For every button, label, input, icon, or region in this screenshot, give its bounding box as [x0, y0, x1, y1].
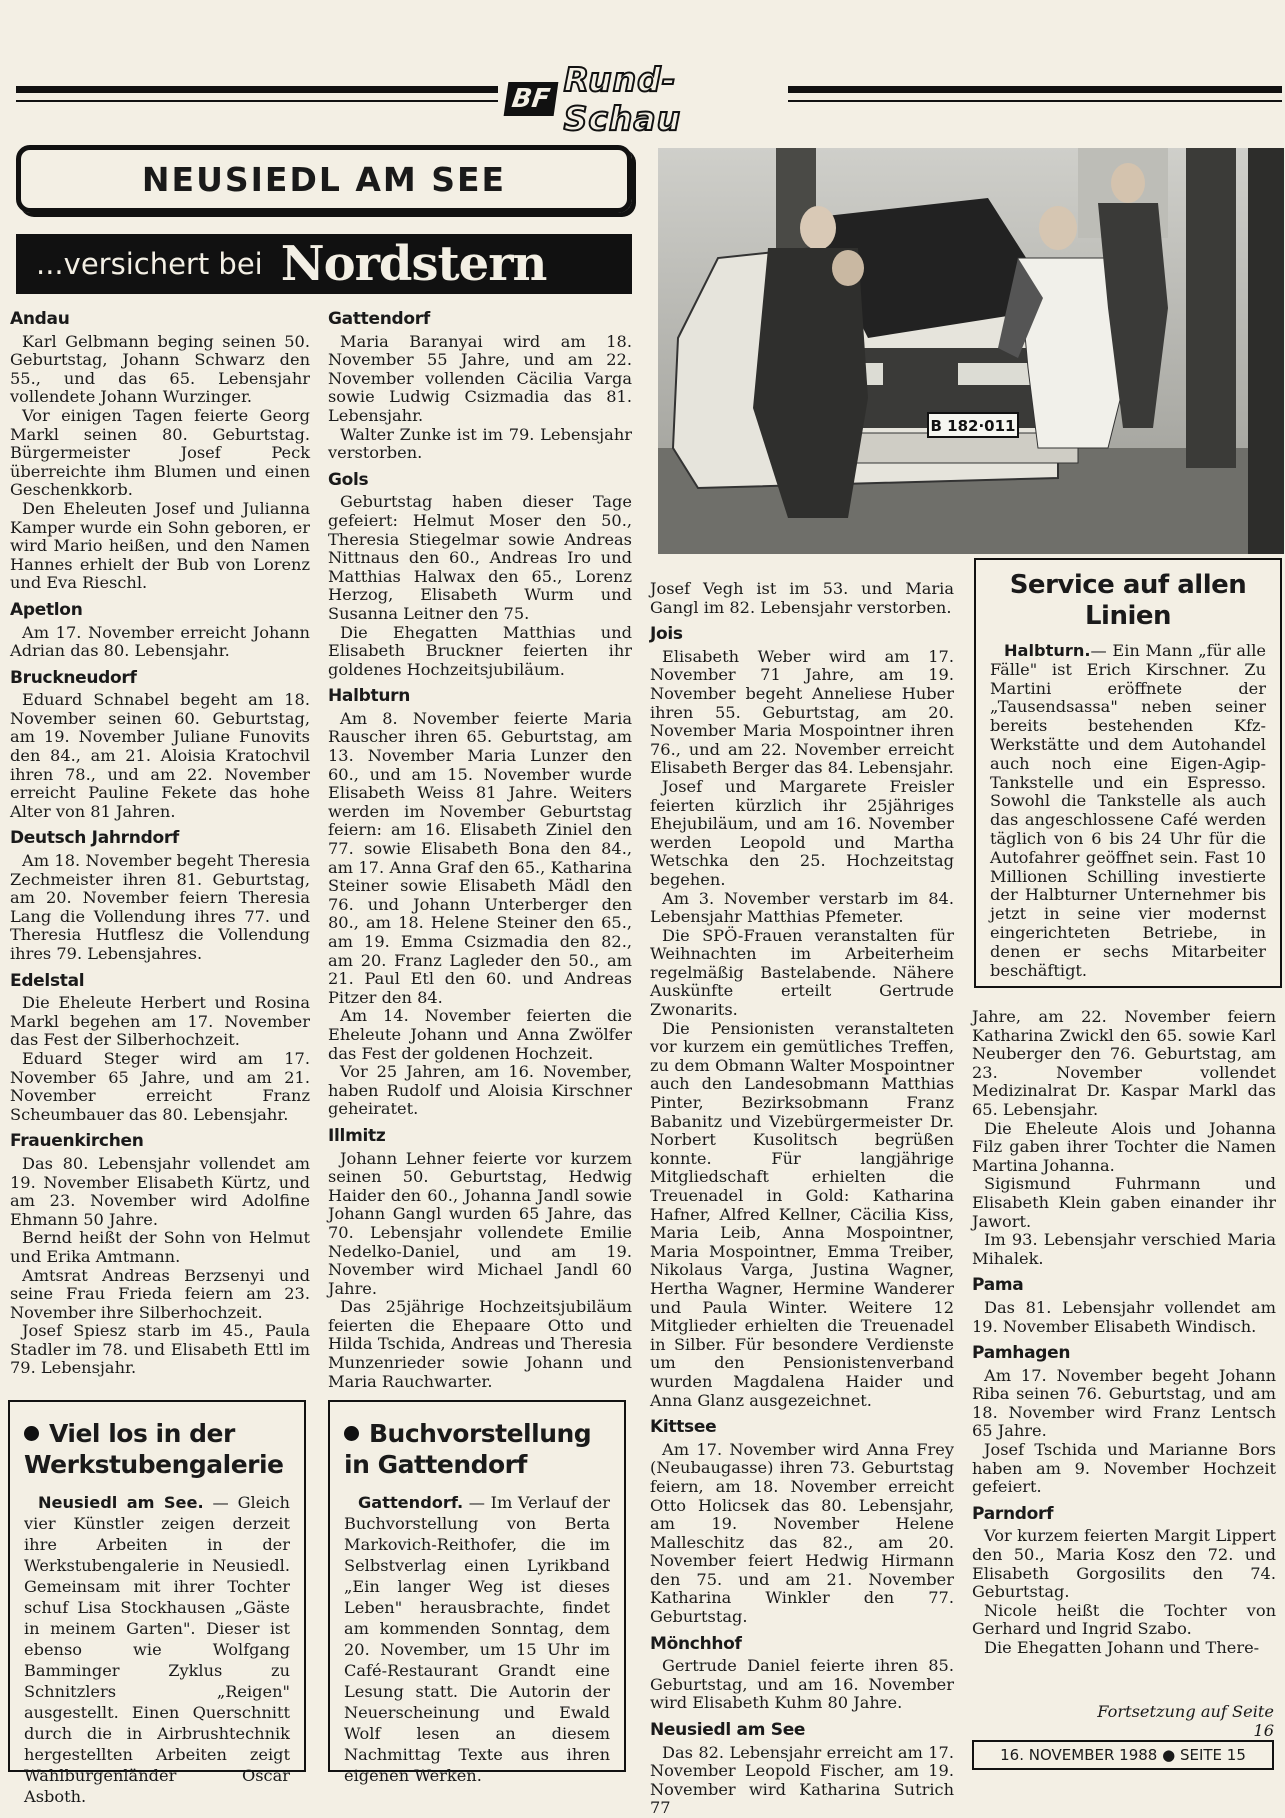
- column-1: [10, 310, 310, 1378]
- town-heading: Mönchhof: [650, 1633, 742, 1654]
- article-paragraph: Im 93. Lebensjahr verschied Maria Mihalek.: [972, 1230, 1276, 1268]
- gallery-heading: [24, 1418, 290, 1480]
- article-paragraph: Die SPÖ-Frauen veranstalten für Weihnachten im Arbeiterheim regelmäßig Bastelabende. Nähere Auskünfte erteilt Gertrude Zwonarits.: [650, 925, 954, 1020]
- article-paragraph: Jahre, am 22. November feiern Katharina Zwickl den 65. sowie Karl Neuberger den 76. Geburtstag, am 23. November vollendet Medizinalrat Dr. Kaspar Markl das 65. Lebensjahr.: [972, 1007, 1276, 1119]
- article-paragraph: Am 3. November verstarb im 84. Lebensjahr Matthias Pfemeter.: [650, 888, 954, 927]
- article-paragraph: Vor kurzem feierten Margit Lippert den 50., Maria Kosz den 72. und Elisabeth Gorgosilits den 74. Geburtstag.: [972, 1526, 1276, 1602]
- town-heading: Gattendorf: [328, 309, 430, 329]
- sponsor-prefix: ...versichert bei: [36, 247, 263, 281]
- logo-title: Rund-Schau: [563, 60, 682, 138]
- sponsor-brand: Nordstern: [280, 236, 547, 292]
- town-heading: Halbturn: [328, 686, 411, 707]
- town-heading: Jois: [650, 624, 683, 645]
- town-heading: Frauenkirchen: [10, 1131, 144, 1152]
- town-heading: Gols: [328, 469, 369, 490]
- article-paragraph: Walter Zunke ist im 79. Lebensjahr verstorben.: [328, 424, 632, 463]
- article-paragraph: Johann Lehner feierte vor kurzem seinen 50. Geburtstag, Hedwig Haider den 60., Johanna Jandl sowie Johann Gangl wurden 65 Jahre, das 70. Lebensjahr vollendete Emilie Nedelko-Daniel, und am 19. November wird Michael Jandl 60 Jahre.: [328, 1148, 632, 1298]
- gallery-lead: Neusiedl am See.: [38, 1493, 204, 1512]
- gallery-text: — Gleich vier Künstler zeigen derzeit ihre Arbeiten in der Werkstubengalerie in Neusiedl. Gemeinsam mit ihrer Tochter schuf Lisa Stockhausen „Gäste in meinem Garten". Dieser ist ebenso wie Wolfgang Bamminger Zyklus zu Schnitzlers „Reigen" ausgestellt. Einen Querschnitt durch die in Airbrushtechnik hergestellten Arbeiten zeigt Wahlburgenländer Oscar Asboth.: [24, 1493, 290, 1806]
- article-paragraph: Vor einigen Tagen feierte Georg Markl seinen 80. Geburtstag. Bürgermeister Josef Peck überreichte ihm Blumen und einen Geschenkkorb.: [10, 405, 310, 500]
- gallery-body: [24, 1492, 290, 1807]
- article-paragraph: Am 17. November erreicht Johann Adrian das 80. Lebensjahr.: [10, 622, 310, 661]
- town-heading: Edelstal: [10, 970, 85, 991]
- bullet-icon: [344, 1426, 359, 1441]
- column-2: [328, 310, 632, 1391]
- article-paragraph: Die Eheleute Herbert und Rosina Markl begehen am 17. November das Fest der Silberhochzeit.: [10, 993, 310, 1050]
- article-paragraph: Josef Tschida und Marianne Bors haben am 9. November Hochzeit gefeiert.: [972, 1440, 1276, 1497]
- article-paragraph: Am 17. November wird Anna Frey (Neubaugasse) ihren 73. Geburtstag feiern, am 18. November erreicht Otto Holicsek das 80. Lebensjahr, am 19. November Helene Malleschitz das 82., am 20. November feiert Hedwig Hirmann den 75. und am 21. November Katharina Winkler den 77. Geburtstag.: [650, 1439, 954, 1627]
- article-paragraph: Josef Spiesz starb im 45., Paula Stadler im 78. und Elisabeth Ettl im 79. Lebensjahr.: [10, 1321, 310, 1378]
- article-paragraph: Am 14. November feierten die Eheleute Johann und Anna Zwölfer das Fest der goldenen Hochzeit.: [328, 1006, 632, 1063]
- town-heading: Neusiedl am See: [650, 1720, 806, 1741]
- book-box: [328, 1400, 626, 1785]
- town-heading: Pama: [972, 1275, 1024, 1296]
- town-heading: Parndorf: [972, 1503, 1054, 1524]
- book-text: — Im Verlauf der Buchvorstellung von Berta Markovich-Reithofer, die im Selbstverlag einen Lyrikband „Ein langer Weg ist dieses Leben" herausbrachte, findet am kommenden Sonntag, dem 20. November, um 15 Uhr im Café-Restaurant Grandt eine Lesung statt. Die Autorin der Neuerscheinung und Ewald Wolf lesen an diesem Nachmittag Texte aus ihren eigenen Werken.: [344, 1493, 610, 1785]
- section-logo: [498, 60, 788, 138]
- town-heading: Apetlon: [10, 599, 83, 620]
- article-paragraph: Am 8. November feierte Maria Rauscher ihren 65. Geburtstag, am 13. November Maria Lunzer den 60., und am 15. November wurde Elisabeth Weiss 81 Jahre. Weiters werden im November Geburtstag feiern: am 16. Elisabeth Ziniel den 77. sowie Elisabeth Bona den 84., am 17. Anna Graf den 65., Katharina Steiner sowie Elisabeth Mädl den 76. und Johann Unterberger den 80., am 18. Helene Steiner den 65., am 19. Emma Csizmadia den 82., am 20. Franz Lagleder den 50., am 21. Paul Etl den 60. und Andreas Pitzer den 84.: [328, 708, 632, 1007]
- gallery-title: Viel los in der Werkstubengalerie: [24, 1419, 284, 1479]
- town-heading: Kittsee: [650, 1417, 717, 1438]
- article-paragraph: Die Eheleute Alois und Johanna Filz gaben ihrer Tochter die Namen Martina Johanna.: [972, 1118, 1276, 1175]
- article-paragraph: Karl Gelbmann beging seinen 50. Geburtstag, Johann Schwarz den 55., und das 65. Lebensjahr vollendete Johann Wurzinger.: [10, 331, 310, 407]
- service-text: — Ein Mann „für alle Fälle" ist Erich Kirschner. Zu Martini eröffnete der „Tausendsassa" neben seiner bereits bestehenden Kfz-Werkstätte und dem Autohandel auch noch eine Eigen-Agip-Tankstelle und ein Espresso. Sowohl die Tankstelle als auch das angeschlossene Café werden täglich von 6 bis 24 Uhr für die Autofahrer geöffnet sein. Fast 10 Millionen Schilling investierte der Halbturner Unternehmer bis jetzt in seine vier modernst eingerichteten Betriebe, in denen er sechs Mitarbeiter beschäftigt.: [990, 641, 1266, 980]
- town-heading: Bruckneudorf: [10, 667, 137, 688]
- book-lead: Gattendorf.: [358, 1493, 464, 1512]
- town-banner: NEUSIEDL AM SEE: [16, 145, 632, 213]
- article-paragraph: Elisabeth Weber wird am 17. November 71 Jahre, am 19. November begeht Anneliese Huber ihren 55. Geburtstag, am 20. November Maria Mospointner ihren 76., und am 22. November erreicht Elisabeth Berger das 84. Lebensjahr.: [650, 646, 954, 778]
- article-paragraph: Das 82. Lebensjahr erreicht am 17. November Leopold Fischer, am 19. November wird Katharina Sutrich 77: [650, 1742, 954, 1818]
- news-photo: [658, 148, 1284, 554]
- sponsor-banner: [16, 234, 632, 294]
- article-paragraph: Den Eheleuten Josef und Julianna Kamper wurde ein Sohn geboren, er wird Mario heißen, und den Namen Hannes erhielt der Bub von Lorenz und Eva Rieschl.: [10, 498, 310, 593]
- date-page-box: 16. NOVEMBER 1988 ● SEITE 15: [972, 1740, 1274, 1770]
- town-heading: Pamhagen: [972, 1343, 1071, 1364]
- column-4: [972, 1008, 1276, 1658]
- town-heading: Illmitz: [328, 1125, 386, 1146]
- service-box: [974, 558, 1282, 988]
- photo-illustration: [658, 148, 1284, 554]
- article-paragraph: Sigismund Fuhrmann und Elisabeth Klein gaben einander ihr Jawort.: [972, 1174, 1276, 1231]
- town-heading: Andau: [10, 309, 70, 329]
- article-paragraph: Am 18. November begeht Theresia Zechmeister ihren 81. Geburtstag, am 20. November feiern Theresia Lang die Vollendung ihres 77. und Theresia Hutflesz die Vollendung ihres 79. Lebensjahres.: [10, 851, 310, 963]
- gallery-box: [8, 1400, 306, 1806]
- article-paragraph: Bernd heißt der Sohn von Helmut und Erika Amtmann.: [10, 1228, 310, 1266]
- service-title: Service auf allen Linien: [1009, 570, 1247, 631]
- article-paragraph: Maria Baranyai wird am 18. November 55 Jahre, und am 22. November vollenden Cäcilia Varga sowie Ludwig Csizmadia das 81. Lebensjahr.: [328, 331, 632, 425]
- continuation-note: Fortsetzung auf Seite 16: [1097, 1702, 1274, 1740]
- column-3: [650, 580, 954, 1818]
- bullet-icon: [24, 1426, 39, 1441]
- article-paragraph: Josef und Margarete Freisler feierten kürzlich ihr 25jähriges Ehejubiläum, und am 16. November werden Leopold und Martha Wetschka den 25. Hochzeitstag begehen.: [650, 776, 954, 889]
- service-body: [990, 642, 1266, 980]
- license-plate: B 182·011: [930, 417, 1016, 435]
- article-paragraph: Josef Vegh ist im 53. und Maria Gangl im 82. Lebensjahr verstorben.: [650, 579, 954, 617]
- article-paragraph: Nicole heißt die Tochter von Gerhard und Ingrid Szabo.: [972, 1600, 1276, 1639]
- book-title: Buchvorstellung in Gattendorf: [344, 1419, 592, 1479]
- logo-abbr: BF: [504, 82, 558, 116]
- article-paragraph: Die Ehegatten Johann und There-: [984, 1638, 1260, 1657]
- article-paragraph: Das 80. Lebensjahr vollendet am 19. November Elisabeth Kürtz, und am 23. November wird Adolfine Ehmann 50 Jahre.: [10, 1153, 310, 1229]
- article-paragraph: Die Ehegatten Matthias und Elisabeth Bruckner feierten ihr goldenes Hochzeitsjubiläum.: [328, 622, 632, 679]
- article-paragraph: Die Pensionisten veranstalteten vor kurzem ein gemütliches Treffen, zu dem Obmann Walter Mospointner auch den Landesobmann Matthias Pinter, Bezirksobmann Franz Babanitz und Vizebürgermeister Dr. Norbert Kusolitsch begrüßen konnte. Für langjährige Mitgliedschaft erhielten die Treuenadel in Gold: Katharina Hafner, Alfred Kellner, Cäcilia Kiss, Maria Leib, Anna Mospointner, Maria Mospointner, Emma Treiber, Nikolaus Varga, Justina Wagner, Hertha Wagner, Hermine Wanderer und Paula Winter. Weitere 12 Mitglieder erhielten die Treuenadel in Silber. Für besondere Verdienste um den Pensionistenverband wurden Magdalena Haider und Anna Glanz ausgezeichnet.: [650, 1018, 954, 1410]
- article-paragraph: Das 81. Lebensjahr vollendet am 19. November Elisabeth Windisch.: [972, 1297, 1276, 1336]
- book-heading: [344, 1418, 610, 1480]
- article-paragraph: Gertrude Daniel feierte ihren 85. Geburtstag, und am 16. November wird Elisabeth Kuhm 80 Jahre.: [650, 1656, 954, 1713]
- article-paragraph: Das 25jährige Hochzeitsjubiläum feierten die Ehepaare Otto und Hilda Tschida, Andreas und Theresia Munzenrieder sowie Johann und Maria Rauchwarter.: [328, 1297, 632, 1391]
- town-heading: Deutsch Jahrndorf: [10, 828, 180, 849]
- article-paragraph: Eduard Schnabel begeht am 18. November seinen 60. Geburtstag, am 19. November Juliane Funovits den 84., am 21. Aloisia Kratochvil ihren 78., und am 22. November erreicht Pauline Fekete das hohe Alter von 81 Jahren.: [10, 690, 310, 821]
- article-paragraph: Vor 25 Jahren, am 16. November, haben Rudolf und Aloisia Kirschner geheiratet.: [328, 1062, 632, 1119]
- article-paragraph: Geburtstag haben dieser Tage gefeiert: Helmut Moser den 50., Theresia Stiegelmar sowie Andreas Nittnaus den 60., Andreas Iro und Matthias Halwax den 65., Lorenz Herzog, Elisabeth Wurm und Susanna Leitner den 75.: [328, 492, 632, 623]
- article-paragraph: Am 17. November begeht Johann Riba seinen 76. Geburtstag, und am 18. November wird Franz Lentsch 65 Jahre.: [972, 1365, 1276, 1441]
- article-paragraph: Eduard Steger wird am 17. November 65 Jahre, und am 21. November erreicht Franz Scheumbauer das 80. Lebensjahr.: [10, 1048, 310, 1124]
- book-body: [344, 1492, 610, 1786]
- article-paragraph: Amtsrat Andreas Berzsenyi und seine Frau Frieda feiern am 23. November ihre Silberhochzeit.: [10, 1265, 310, 1322]
- service-lead: Halbturn.: [1004, 641, 1091, 660]
